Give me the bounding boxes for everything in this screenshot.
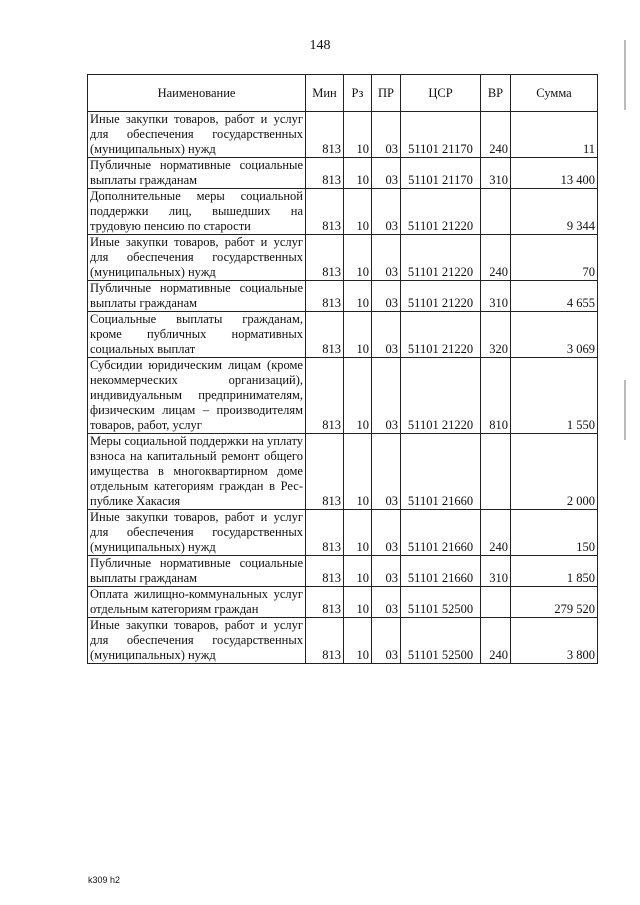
- cell-rz: 10: [344, 556, 372, 587]
- table-row: [88, 235, 598, 281]
- cell-rz: 10: [344, 510, 372, 556]
- cell-name: Публичные нормативные социальные выплаты гражданам: [88, 158, 306, 189]
- cell-vr: 810: [481, 358, 511, 434]
- col-header-rz: Рз: [344, 75, 372, 112]
- cell-sum: 70: [511, 235, 598, 281]
- table-row: [88, 556, 598, 587]
- col-header-vr: ВР: [481, 75, 511, 112]
- table-row: [88, 358, 598, 434]
- cell-csr: 51101 21660: [401, 434, 481, 510]
- cell-csr: 51101 52500: [401, 587, 481, 618]
- cell-sum: 13 400: [511, 158, 598, 189]
- cell-pr: 03: [372, 618, 401, 664]
- cell-csr: 51101 52500: [401, 618, 481, 664]
- cell-name: Меры социальной поддержки на уплату взноса на капитальный ремонт общего имущества в многоквартирном доме отдельным категориям граждан в Республике Хакасия: [88, 434, 306, 510]
- col-header-min: Мин: [306, 75, 344, 112]
- cell-vr: 240: [481, 112, 511, 158]
- cell-vr: 310: [481, 281, 511, 312]
- table-row: [88, 158, 598, 189]
- cell-min: 813: [306, 510, 344, 556]
- cell-rz: 10: [344, 358, 372, 434]
- cell-sum: 9 344: [511, 189, 598, 235]
- cell-csr: 51101 21220: [401, 281, 481, 312]
- cell-pr: 03: [372, 358, 401, 434]
- cell-sum: 3 069: [511, 312, 598, 358]
- cell-rz: 10: [344, 281, 372, 312]
- header-row: [88, 75, 598, 112]
- cell-pr: 03: [372, 434, 401, 510]
- cell-vr: [481, 587, 511, 618]
- cell-name: Социальные выплаты гражданам, кроме публичных нормативных социальных выплат: [88, 312, 306, 358]
- scan-margin-mark: [624, 380, 626, 440]
- cell-vr: 310: [481, 556, 511, 587]
- scan-margin-mark: [624, 40, 626, 110]
- cell-rz: 10: [344, 189, 372, 235]
- cell-csr: 51101 21220: [401, 189, 481, 235]
- cell-min: 813: [306, 312, 344, 358]
- cell-sum: 150: [511, 510, 598, 556]
- cell-sum: 1 550: [511, 358, 598, 434]
- cell-rz: 10: [344, 312, 372, 358]
- cell-name: Публичные нормативные социальные выплаты гражданам: [88, 281, 306, 312]
- cell-pr: 03: [372, 312, 401, 358]
- cell-pr: 03: [372, 281, 401, 312]
- table-row: [88, 434, 598, 510]
- cell-min: 813: [306, 358, 344, 434]
- cell-min: 813: [306, 235, 344, 281]
- cell-vr: 240: [481, 510, 511, 556]
- cell-pr: 03: [372, 189, 401, 235]
- cell-rz: 10: [344, 112, 372, 158]
- col-header-pr: ПР: [372, 75, 401, 112]
- cell-pr: 03: [372, 587, 401, 618]
- col-header-sum: Сумма: [511, 75, 598, 112]
- cell-rz: 10: [344, 618, 372, 664]
- table-row: [88, 112, 598, 158]
- cell-csr: 51101 21170: [401, 158, 481, 189]
- cell-sum: 3 800: [511, 618, 598, 664]
- cell-min: 813: [306, 587, 344, 618]
- cell-name: Иные закупки товаров, работ и услуг для обеспечения государственных (муниципальных) нужд: [88, 235, 306, 281]
- cell-min: 813: [306, 434, 344, 510]
- cell-sum: 4 655: [511, 281, 598, 312]
- cell-vr: 240: [481, 235, 511, 281]
- cell-sum: 1 850: [511, 556, 598, 587]
- cell-rz: 10: [344, 158, 372, 189]
- cell-name: Иные закупки товаров, работ и услуг для обеспечения государственных (муниципальных) нужд: [88, 618, 306, 664]
- cell-name: Иные закупки товаров, работ и услуг для обеспечения государственных (муниципальных) нужд: [88, 510, 306, 556]
- col-header-name: Наименование: [88, 75, 306, 112]
- cell-csr: 51101 21220: [401, 312, 481, 358]
- cell-min: 813: [306, 112, 344, 158]
- table-row: [88, 281, 598, 312]
- cell-rz: 10: [344, 587, 372, 618]
- page-number: 148: [309, 38, 331, 53]
- cell-pr: 03: [372, 158, 401, 189]
- col-header-csr: ЦСР: [401, 75, 481, 112]
- footer-code: k309 h2: [88, 875, 121, 885]
- cell-csr: 51101 21660: [401, 556, 481, 587]
- cell-pr: 03: [372, 112, 401, 158]
- cell-csr: 51101 21660: [401, 510, 481, 556]
- cell-rz: 10: [344, 235, 372, 281]
- cell-pr: 03: [372, 510, 401, 556]
- cell-min: 813: [306, 556, 344, 587]
- cell-vr: [481, 189, 511, 235]
- cell-pr: 03: [372, 235, 401, 281]
- cell-pr: 03: [372, 556, 401, 587]
- cell-csr: 51101 21170: [401, 112, 481, 158]
- table-row: [88, 312, 598, 358]
- cell-name: Оплата жилищно-коммунальных услуг отдельным категориям граждан: [88, 587, 306, 618]
- cell-min: 813: [306, 158, 344, 189]
- table-row: [88, 510, 598, 556]
- cell-min: 813: [306, 618, 344, 664]
- cell-name: Дополнительные меры социальной поддержки лиц, вышедших на трудовую пенсию по старости: [88, 189, 306, 235]
- cell-csr: 51101 21220: [401, 358, 481, 434]
- cell-vr: 320: [481, 312, 511, 358]
- cell-min: 813: [306, 281, 344, 312]
- cell-rz: 10: [344, 434, 372, 510]
- cell-sum: 279 520: [511, 587, 598, 618]
- cell-name: Публичные нормативные социальные выплаты гражданам: [88, 556, 306, 587]
- budget-table: [87, 74, 598, 664]
- cell-sum: 2 000: [511, 434, 598, 510]
- cell-min: 813: [306, 189, 344, 235]
- cell-vr: 310: [481, 158, 511, 189]
- cell-name: Субсидии юридическим лицам (кроме некоммерческих организаций), индивидуальным предпринимателям, физическим лицам – производителям товаров, работ, услуг: [88, 358, 306, 434]
- cell-csr: 51101 21220: [401, 235, 481, 281]
- cell-vr: 240: [481, 618, 511, 664]
- cell-name: Иные закупки товаров, работ и услуг для обеспечения государственных (муниципальных) нужд: [88, 112, 306, 158]
- table-row: [88, 587, 598, 618]
- cell-vr: [481, 434, 511, 510]
- table-row: [88, 618, 598, 664]
- cell-sum: 11: [511, 112, 598, 158]
- table-row: [88, 189, 598, 235]
